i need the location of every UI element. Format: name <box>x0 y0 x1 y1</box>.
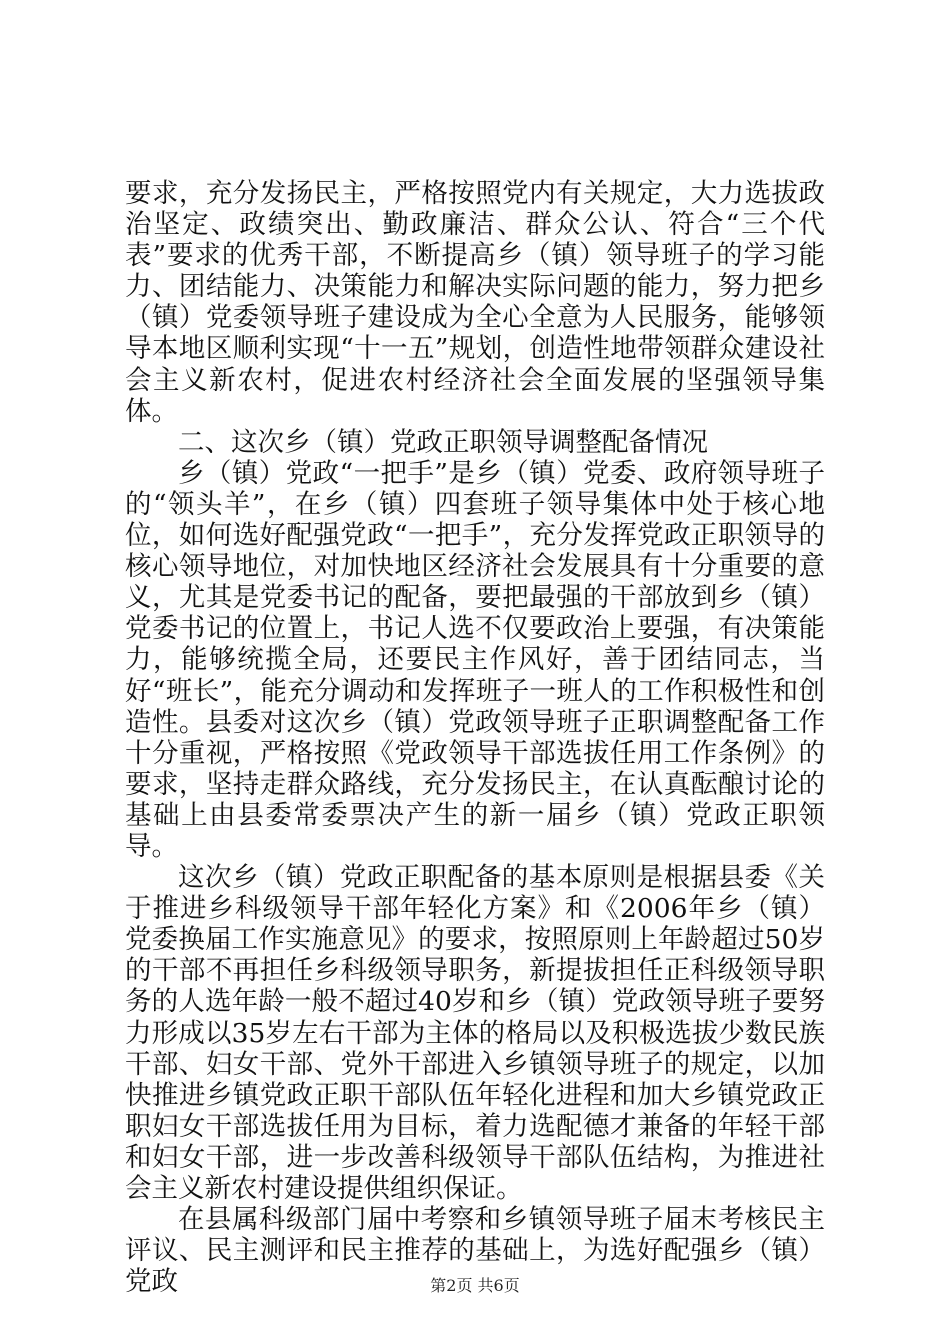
section-heading: 二、这次乡（镇）党政正职领导调整配备情况 <box>178 426 708 458</box>
paragraph: 这次乡（镇）党政正职配备的基本原则是根据县委《关于推进乡科级领导干部年轻化方案》和《2006年乡（镇）党委换届工作实施意见》的要求，按照原则上年龄超过50岁的干部不再担任乡科级领导职务，新提拔担任正科级领导职务的人选年龄一般不超过40岁和乡（镇）党政领导班子要努力形成以35岁左右干部为主体的格局以及积极选拔少数民族干部、妇女干部、党外干部进入乡镇领导班子的规定，以加快推进乡镇党政正职干部队伍年轻化进程和加大乡镇党政正职妇女干部选拔任用为目标，着力选配德才兼备的年轻干部和妇女干部，进一步改善科级领导干部队伍结构，为推进社会主义新农村建设提供组织保证。 <box>125 862 825 1204</box>
page-footer: 第2页 共6页 <box>430 1276 520 1295</box>
document-body <box>125 178 825 1297</box>
paragraph: 乡（镇）党政“一把手”是乡（镇）党委、政府领导班子的“领头羊”，在乡（镇）四套班子领导集体中处于核心地位，如何选好配强党政“一把手”，充分发挥党政正职领导的核心领导地位，对加快地区经济社会发展具有十分重要的意义，尤其是党委书记的配备，要把最强的干部放到乡（镇）党委书记的位置上，书记人选不仅要政治上要强，有决策能力，能够统揽全局，还要民主作风好，善于团结同志，当好“班长”，能充分调动和发挥班子一班人的工作积极性和创造性。县委对这次乡（镇）党政领导班子正职调整配备工作十分重视，严格按照《党政领导干部选拔任用工作条例》的要求，坚持走群众路线，充分发扬民主，在认真酝酿讨论的基础上由县委常委票决产生的新一届乡（镇）党政正职领导。 <box>125 457 825 862</box>
paragraph-continuation: 要求，充分发扬民主，严格按照党内有关规定，大力选拔政治坚定、政绩突出、勤政廉洁、群众公认、符合“三个代表”要求的优秀干部，不断提高乡（镇）领导班子的学习能力、团结能力、决策能力和解决实际问题的能力，努力把乡（镇）党委领导班子建设成为全心全意为人民服务，能够领导本地区顺利实现“十一五”规划，创造性地带领群众建设社会主义新农村，促进农村经济社会全面发展的坚强领导集体。 <box>125 178 825 427</box>
paragraph: 在县属科级部门届中考察和乡镇领导班子届末考核民主评议、民主测评和民主推荐的基础上，为选好配强乡（镇）党政 <box>125 1204 825 1298</box>
